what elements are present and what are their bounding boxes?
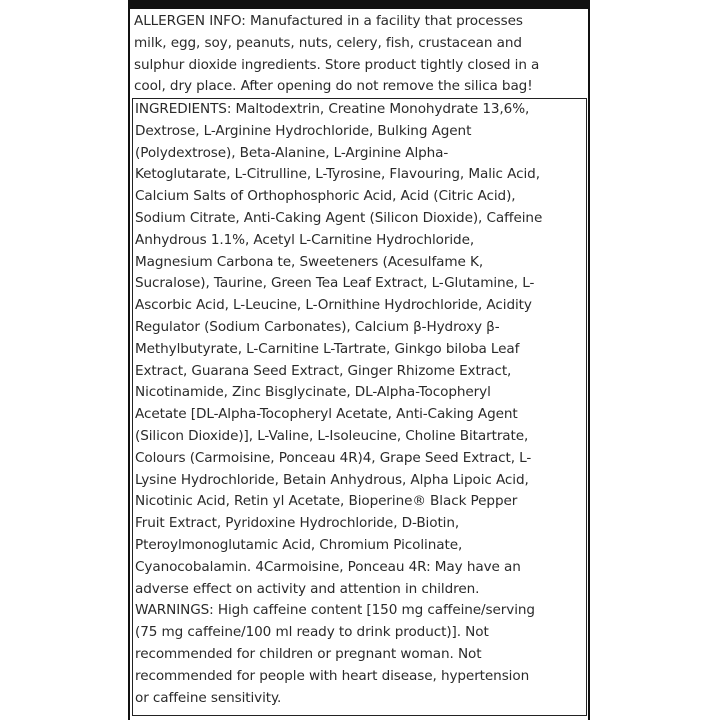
ingredients-line: Anhydrous 1.1%, Acetyl L-Carnitine Hydrochloride, bbox=[135, 231, 475, 248]
ingredients-line: Nicotinamide, Zinc Bisglycinate, DL-Alpha-Tocopheryl bbox=[135, 384, 491, 401]
allergen-line: ALLERGEN INFO: Manufactured in a facility that processes bbox=[134, 13, 523, 29]
ingredients-line: Fruit Extract, Pyridoxine Hydrochloride, D-Biotin, bbox=[135, 515, 460, 532]
ingredients-line: Pteroylmonoglutamic Acid, Chromium Picolinate, bbox=[135, 536, 463, 553]
warnings-line: recommended for children or pregnant woman. Not bbox=[135, 645, 482, 662]
ingredients-line: Dextrose, L-Arginine Hydrochloride, Bulking Agent bbox=[135, 122, 472, 139]
allergen-line: cool, dry place. After opening do not remove the silica bag! bbox=[134, 78, 533, 95]
warnings-line: or caffeine sensitivity. bbox=[135, 689, 282, 706]
ingredients-line: (Polydextrose), Beta-Alanine, L-Arginine Alpha- bbox=[135, 144, 449, 161]
ingredients-line: Ketoglutarate, L-Citrulline, L-Tyrosine, Flavouring, Malic Acid, bbox=[135, 166, 540, 183]
allergen-info bbox=[134, 11, 586, 98]
ingredients-line: Lysine Hydrochloride, Betain Anhydrous, Alpha Lipoic Acid, bbox=[135, 471, 529, 488]
allergen-line: sulphur dioxide ingredients. Store product tightly closed in a bbox=[134, 56, 540, 73]
ingredients-line: Cyanocobalamin. 4Carmoisine, Ponceau 4R: May have an bbox=[135, 558, 521, 575]
ingredients-line: adverse effect on activity and attention in children. bbox=[135, 580, 480, 597]
ingredients-line: Sucralose), Taurine, Green Tea Leaf Extract, L-Glutamine, L- bbox=[135, 275, 535, 292]
ingredients-line: Nicotinic Acid, Retin yl Acetate, Bioperine® Black Pepper bbox=[135, 493, 518, 510]
ingredients-line: Acetate [DL-Alpha-Tocopheryl Acetate, Anti-Caking Agent bbox=[135, 406, 518, 423]
ingredients-line: Colours (Carmoisine, Ponceau 4R)4, Grape Seed Extract, L- bbox=[135, 449, 532, 466]
ingredients-line: INGREDIENTS: Maltodextrin, Creatine Monohydrate 13,6%, bbox=[135, 101, 530, 117]
allergen-line: milk, egg, soy, peanuts, nuts, celery, fish, crustacean and bbox=[134, 34, 522, 51]
warnings-line: recommended for people with heart disease, hypertension bbox=[135, 667, 530, 684]
warnings-line: (75 mg caffeine/100 ml ready to drink product)]. Not bbox=[135, 624, 489, 641]
warnings-line: WARNINGS: High caffeine content [150 mg caffeine/serving bbox=[135, 602, 535, 619]
ingredients-line: Methylbutyrate, L-Carnitine L-Tartrate, Ginkgo biloba Leaf bbox=[135, 340, 520, 357]
ingredients-line: Ascorbic Acid, L-Leucine, L-Ornithine Hydrochloride, Acidity bbox=[135, 297, 532, 314]
top-black-band bbox=[130, 0, 588, 9]
product-label-panel bbox=[128, 0, 590, 720]
ingredients-line: Magnesium Carbona te, Sweeteners (Acesulfame K, bbox=[135, 253, 484, 270]
ingredients-line: Calcium Salts of Orthophosphoric Acid, Acid (Citric Acid), bbox=[135, 188, 516, 205]
ingredients-text bbox=[135, 99, 585, 709]
ingredients-line: Extract, Guarana Seed Extract, Ginger Rhizome Extract, bbox=[135, 362, 512, 379]
ingredients-line: (Silicon Dioxide)], L-Valine, L-Isoleucine, Choline Bitartrate, bbox=[135, 427, 529, 444]
ingredients-line: Regulator (Sodium Carbonates), Calcium β-Hydroxy β- bbox=[135, 318, 500, 335]
ingredients-line: Sodium Citrate, Anti-Caking Agent (Silicon Dioxide), Caffeine bbox=[135, 209, 543, 226]
ingredients-box bbox=[132, 98, 587, 716]
